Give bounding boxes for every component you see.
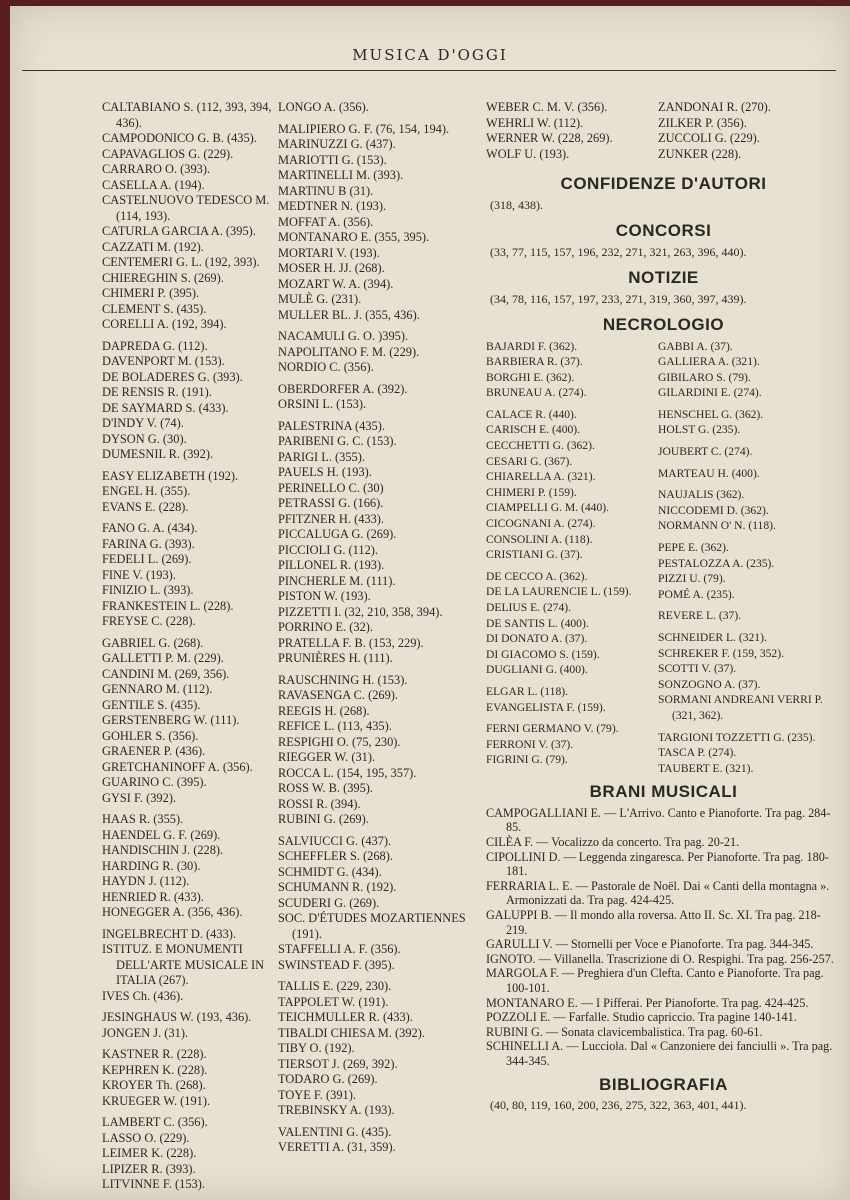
necrologio-entry: DI GIACOMO S. (159). (486, 647, 600, 661)
necrologio-entry: NAUJALIS (362). (658, 488, 745, 502)
index-entry: KEPHREN K. (228). (102, 1062, 208, 1077)
index-entry: TEICHMULLER R. (433). (278, 1010, 413, 1024)
index-entry: JESINGHAUS W. (193, 436). (102, 1010, 252, 1024)
notizie-heading: NOTIZIE (628, 268, 699, 287)
index-entry: KRUEGER W. (191). (102, 1093, 211, 1108)
index-entry: EVANS E. (228). (102, 499, 189, 514)
necrologio-entry: TARGIONI TOZZETTI G. (235). (658, 730, 816, 744)
index-entry: ZILKER P. (356). (658, 115, 747, 130)
index-entry: LONGO A. (356). (278, 100, 369, 114)
index-entry: OBERDORFER A. (392). (278, 381, 408, 396)
bibliografia-refs: (40, 80, 119, 160, 200, 236, 275, 322, 363, 401, 441). (490, 1098, 747, 1113)
index-entry: WEBER C. M. V. (356). (486, 100, 608, 114)
index-entry: RESPIGHI O. (75, 230). (278, 734, 401, 749)
brani-heading: BRANI MUSICALI (589, 782, 738, 802)
necrologio-entry: JOUBERT C. (274). (658, 445, 753, 459)
index-entry: MULLER BL. J. (355, 436). (278, 307, 420, 322)
index-entry: GRETCHANINOFF A. (356). (102, 759, 253, 774)
necrologio-entry: GALLIERA A. (321). (658, 355, 760, 369)
index-entry: DE SAYMARD S. (433). (102, 400, 229, 415)
index-entry: FANO G. A. (434). (102, 521, 198, 535)
index-entry: GOHLER S. (356). (102, 728, 199, 743)
necrologio-entry: HENSCHEL G. (362). (658, 407, 764, 421)
index-entry: CARRARO O. (393). (102, 162, 211, 176)
index-entry: ROSS W. B. (395). (278, 781, 374, 795)
index-entry: SCHUMANN R. (192). (278, 880, 397, 894)
index-entry: GABRIEL G. (268). (102, 635, 204, 650)
index-entry: PICCIOLI G. (112). (278, 542, 379, 557)
index-entry: HENRIED R. (433). (102, 889, 204, 904)
index-entry: CALTABIANO S. (112, 393, 394, 436). (102, 100, 272, 130)
index-entry: SOC. D'ÉTUDES MOZARTIENNES (191). (278, 911, 466, 941)
necrologio-entry: DE SANTIS L. (400). (486, 616, 589, 630)
index-entry: HAYDN J. (112). (102, 874, 190, 888)
necrologio-entry: SCOTTI V. (37). (658, 662, 737, 676)
index-entry: TIERSOT J. (269, 392). (278, 1056, 398, 1071)
brano-entry: MONTANARO E. — I Pifferai. Per Pianoforte. Tra pag. 424-425. (486, 995, 809, 1010)
necrologio-entry: DI DONATO A. (37). (486, 632, 588, 646)
index-entry: TODARO G. (269). (278, 1072, 378, 1086)
index-entry: GERSTENBERG W. (111). (102, 713, 240, 727)
necrologio-entry: SORMANI ANDREANI VERRI P. (321, 362). (658, 693, 823, 722)
index-entry: NAPOLITANO F. M. (229). (278, 344, 420, 359)
index-entry: SCHMIDT G. (434). (278, 864, 382, 879)
necrologio-entry: GIBILARO S. (79). (658, 370, 751, 384)
index-entry: DE RENSIS R. (191). (102, 385, 212, 399)
index-entry: MARTINU B (31). (278, 183, 374, 198)
index-entry: LEIMER K. (228). (102, 1146, 197, 1160)
necrologio-entry: CALACE R. (440). (486, 407, 577, 421)
index-entry: GYSI F. (392). (102, 790, 177, 805)
index-entry: CAZZATI M. (192). (102, 239, 204, 254)
brano-entry: CILÈA F. — Vocalizzo da concerto. Tra pag. 20-21. (486, 835, 740, 850)
page-header: MUSICA D'OGGI (352, 46, 508, 64)
necrologio-entry: CESARI G. (367). (486, 454, 573, 468)
index-entry: TAPPOLET W. (191). (278, 994, 389, 1009)
index-entry: ZUNKER (228). (658, 146, 742, 161)
index-entry: RAVASENGA C. (269). (278, 688, 399, 702)
index-entry: LAMBERT C. (356). (102, 1115, 208, 1129)
index-entry: CHIEREGHIN S. (269). (102, 270, 224, 285)
index-entry: PINCHERLE M. (111). (278, 573, 396, 588)
index-entry: FINE V. (193). (102, 567, 176, 582)
index-entry: TALLIS E. (229, 230). (278, 979, 392, 993)
index-entry: MARINUZZI G. (437). (278, 137, 396, 151)
brano-entry: GARULLI V. — Stornelli per Voce e Pianoforte. Tra pag. 344-345. (486, 937, 814, 952)
index-entry: HAAS R. (355). (102, 812, 184, 826)
index-column-2 (278, 100, 478, 1156)
index-entry: CENTEMERI G. L. (192, 393). (102, 255, 260, 269)
index-entry: PARIGI L. (355). (278, 449, 365, 464)
index-entry: SALVIUCCI G. (437). (278, 833, 392, 848)
index-entry: MOSER H. JJ. (268). (278, 261, 385, 275)
necrologio-entry: FIGRINI G. (79). (486, 753, 568, 767)
index-entry: CANDINI M. (269, 356). (102, 666, 230, 681)
index-entry: RAUSCHNING H. (153). (278, 672, 408, 687)
index-entry: MARIOTTI G. (153). (278, 152, 387, 167)
header-rule (22, 70, 836, 71)
index-entry: FEDELI L. (269). (102, 552, 192, 566)
necrologio-entry: NICCODEMI D. (362). (658, 503, 769, 517)
necrologio-entry: FERRONI V. (37). (486, 737, 574, 751)
index-entry: ROSSI R. (394). (278, 796, 361, 811)
index-entry: ZUCCOLI G. (229). (658, 131, 760, 145)
confidenze-refs: (318, 438). (490, 197, 543, 212)
index-entry: FRANKESTEIN L. (228). (102, 598, 234, 613)
index-entry: GRAENER P. (436). (102, 744, 206, 758)
index-entry: LIPIZER R. (393). (102, 1161, 196, 1176)
necrologio-entry: DE CECCO A. (362). (486, 569, 588, 583)
brano-entry: POZZOLI E. — Farfalle. Studio capriccio. Tra pagine 140-141. (486, 1010, 797, 1025)
entries-z (658, 100, 833, 162)
concorsi-refs: (33, 77, 115, 157, 196, 232, 271, 321, 263, 396, 440). (490, 244, 747, 259)
index-entry: WOLF U. (193). (486, 146, 570, 161)
index-entry: PORRINO E. (32). (278, 620, 373, 634)
necrologio-entry: CHIARELLA A. (321). (486, 470, 596, 484)
necrologio-entry: DELIUS E. (274). (486, 601, 572, 614)
index-entry: CASTELNUOVO TEDESCO M. (114, 193). (102, 193, 270, 223)
brano-entry: CAMPOGALLIANI E. — L'Arrivo. Canto e Pianoforte. Tra pag. 284-85. (486, 805, 831, 835)
index-entry: WEHRLI W. (112). (486, 115, 584, 130)
index-entry: FINIZIO L. (393). (102, 583, 194, 597)
necrologio-entry: CECCHETTI G. (362). (486, 439, 595, 453)
index-entry: TREBINSKY A. (193). (278, 1103, 395, 1117)
entries-w (486, 100, 658, 162)
index-entry: MALIPIERO G. F. (76, 154, 194). (278, 121, 450, 136)
index-entry: KROYER Th. (268). (102, 1078, 206, 1092)
index-entry: LASSO O. (229). (102, 1130, 190, 1145)
brano-entry: RUBINI G. — Sonata clavicembalistica. Tra pag. 60-61. (486, 1024, 763, 1039)
index-entry: CHIMERI P. (395). (102, 286, 200, 300)
necrologio-entry: POMÉ A. (235). (658, 587, 735, 601)
index-entry: HAENDEL G. F. (269). (102, 827, 221, 842)
index-entry: LITVINNE F. (153). (102, 1177, 205, 1191)
necrologio-entry: SCHNEIDER L. (321). (658, 631, 767, 644)
index-entry: HARDING R. (30). (102, 858, 201, 873)
index-entry: KASTNER R. (228). (102, 1047, 207, 1061)
index-entry: PISTON W. (193). (278, 589, 371, 603)
index-entry: MULÈ G. (231). (278, 292, 362, 306)
concorsi-heading: CONCORSI (615, 221, 712, 240)
index-entry: FARINA G. (393). (102, 536, 195, 551)
index-entry: REEGIS H. (268). (278, 703, 370, 718)
index-entry: CORELLI A. (192, 394). (102, 317, 227, 331)
necrologio-entry: PEPE E. (362). (658, 541, 729, 555)
index-entry: MEDTNER N. (193). (278, 199, 387, 213)
index-entry: JONGEN J. (31). (102, 1025, 189, 1040)
necrologio-entry: CHIMERI P. (159). (486, 485, 577, 499)
necrologio-entry: DE LA LAURENCIE L. (159). (486, 585, 632, 599)
index-entry: CAMPODONICO G. B. (435). (102, 131, 257, 145)
index-entry: CLEMENT S. (435). (102, 301, 207, 316)
bibliografia-heading: BIBLIOGRAFIA (599, 1074, 728, 1094)
confidenze-heading: CONFIDENZE D'AUTORI (560, 174, 767, 193)
index-entry: SWINSTEAD F. (395). (278, 957, 395, 972)
index-entry: STAFFELLI A. F. (356). (278, 942, 401, 956)
index-entry: SCHEFFLER S. (268). (278, 849, 393, 863)
necrologio-entry: SCHREKER F. (159, 352). (658, 646, 784, 660)
index-entry: ORSINI L. (153). (278, 397, 367, 411)
index-entry: RUBINI G. (269). (278, 812, 369, 826)
index-entry: PICCALUGA G. (269). (278, 527, 397, 541)
necrologio-entry: GABBI A. (37). (658, 339, 733, 353)
necrologio-entry: MARTEAU H. (400). (658, 466, 760, 480)
necrologio-entry: DUGLIANI G. (400). (486, 663, 588, 677)
necrologio-entry: SONZOGNO A. (37). (658, 677, 761, 691)
index-entry: ISTITUZ. E MONUMENTI DELL'ARTE MUSICALE IN ITALIA (267). (102, 942, 265, 987)
index-entry: TOYE F. (391). (278, 1087, 356, 1102)
index-entry: RIEGGER W. (31). (278, 750, 376, 764)
index-column-3 (486, 100, 841, 1114)
index-entry: TIBALDI CHIESA M. (392). (278, 1025, 425, 1040)
index-entry: PIZZETTI I. (32, 210, 358, 394). (278, 604, 443, 619)
index-entry: REFICE L. (113, 435). (278, 719, 392, 733)
index-entry: PERINELLO C. (30) (278, 480, 384, 495)
index-entry: ZANDONAI R. (270). (658, 100, 771, 114)
necrologio-entry: REVERE L. (37). (658, 609, 742, 623)
index-entry: DAPREDA G. (112). (102, 338, 208, 353)
index-entry: IVES Ch. (436). (102, 988, 184, 1003)
index-entry: DUMESNIL R. (392). (102, 447, 214, 461)
brani-list (486, 806, 841, 1069)
necrologio-list (486, 339, 841, 777)
brano-entry: GALUPPI B. — Il mondo alla roversa. Atto II. Sc. XI. Tra pag. 218-219. (486, 908, 821, 937)
index-page (10, 6, 850, 1200)
brano-entry: CIPOLLINI D. — Leggenda zingaresca. Per Pianoforte. Tra pag. 180-181. (486, 849, 829, 879)
brano-entry: MARGOLA F. — Preghiera d'un Clefta. Canto e Pianoforte. Tra pag. 100-101. (486, 966, 824, 995)
index-entry: MARTINELLI M. (393). (278, 168, 404, 182)
index-entry: DE BOLADERES G. (393). (102, 369, 243, 384)
index-entry: EASY ELIZABETH (192). (102, 468, 239, 483)
index-entry: D'INDY V. (74). (102, 416, 184, 430)
index-entry: MORTARI V. (193). (278, 245, 380, 260)
index-entry: INGELBRECHT D. (433). (102, 926, 236, 941)
brano-entry: SCHINELLI A. — Lucciola. Dal « Canzoniere dei fanciulli ». Tra pag. 344-345. (486, 1039, 833, 1068)
necrologio-entry: EVANGELISTA F. (159). (486, 700, 606, 714)
necrologio-entry: BRUNEAU A. (274). (486, 386, 587, 400)
index-entries-w-z (486, 100, 841, 162)
index-entry: CATURLA GARCIA A. (395). (102, 224, 256, 238)
index-entry: DAVENPORT M. (153). (102, 354, 225, 368)
index-entry: FREYSE C. (228). (102, 614, 196, 628)
index-entry: MONTANARO E. (355, 395). (278, 230, 430, 244)
necrologio-entry: PESTALOZZA A. (235). (658, 556, 775, 570)
necrologio-entry: CICOGNANI A. (274). (486, 517, 596, 531)
necrologio-right (658, 339, 833, 777)
index-entry: PFITZNER H. (433). (278, 511, 385, 526)
index-entry: PRATELLA F. B. (153, 229). (278, 635, 424, 650)
necrologio-entry: BAJARDI F. (362). (486, 339, 578, 353)
index-entry: GENTILE S. (435). (102, 697, 201, 712)
index-entry: WERNER W. (228, 269). (486, 131, 613, 145)
index-entry: VALENTINI G. (435). (278, 1124, 392, 1139)
index-entry: PARIBENI G. C. (153). (278, 434, 397, 448)
necrologio-entry: PIZZI U. (79). (658, 572, 726, 586)
index-entry: NACAMULI G. O. )395). (278, 329, 409, 343)
necrologio-entry: ELGAR L. (118). (486, 684, 568, 698)
necrologio-left (486, 339, 658, 777)
necrologio-entry: FERNI GERMANO V. (79). (486, 722, 619, 736)
index-entry: ROCCA L. (154, 195, 357). (278, 765, 417, 780)
index-entry: PAUELS H. (193). (278, 465, 372, 479)
index-entry: NORDIO C. (356). (278, 360, 374, 374)
necrologio-entry: CARISCH E. (400). (486, 423, 581, 437)
index-entry: PRUNIÈRES H. (111). (278, 651, 393, 665)
index-entry: CAPAVAGLIOS G. (229). (102, 146, 234, 161)
index-entry: MOFFAT A. (356). (278, 214, 374, 229)
index-entry: MOZART W. A. (394). (278, 276, 394, 291)
index-entry: CASELLA A. (194). (102, 177, 205, 192)
necrologio-entry: TASCA P. (274). (658, 746, 737, 760)
necrologio-entry: TAUBERT E. (321). (658, 761, 754, 775)
index-entry: SCUDERI G. (269). (278, 895, 380, 910)
necrologio-entry: HOLST G. (235). (658, 423, 741, 437)
index-entry: TIBY O. (192). (278, 1041, 355, 1055)
index-entry: GALLETTI P. M. (229). (102, 651, 224, 665)
index-column-1 (102, 100, 274, 1193)
necrologio-entry: BORGHI E. (362). (486, 370, 575, 384)
necrologio-entry: GILARDINI E. (274). (658, 386, 762, 400)
index-entry: PALESTRINA (435). (278, 418, 385, 433)
necrologio-entry: CIAMPELLI G. M. (440). (486, 501, 610, 515)
necrologio-entry: NORMANN O' N. (118). (658, 519, 776, 533)
index-entry: GUARINO C. (395). (102, 775, 207, 789)
index-entry: HONEGGER A. (356, 436). (102, 905, 243, 919)
index-entry: HANDISCHIN J. (228). (102, 843, 224, 857)
brano-entry: FERRARIA L. E. — Pastorale de Noël. Dai « Canti della montagna ». Armonizzati da. Tra pag. 424-425. (486, 878, 830, 908)
brano-entry: IGNOTO. — Villanella. Trascrizione di O. Respighi. Tra pag. 256-257. (486, 951, 834, 966)
necrologio-entry: BARBIERA R. (37). (486, 355, 583, 369)
notizie-refs: (34, 78, 116, 157, 197, 233, 271, 319, 360, 397, 439). (490, 291, 747, 306)
index-entry: ENGEL H. (355). (102, 484, 191, 498)
index-entry: DYSON G. (30). (102, 431, 187, 446)
index-entry: PILLONEL R. (193). (278, 558, 385, 572)
necrologio-entry: CRISTIANI G. (37). (486, 548, 583, 562)
index-entry: PETRASSI G. (166). (278, 496, 384, 510)
index-entry: VERETTI A. (31, 359). (278, 1140, 396, 1154)
index-entry: GENNARO M. (112). (102, 682, 213, 696)
necrologio-heading: NECROLOGIO (602, 315, 725, 334)
necrologio-entry: CONSOLINI A. (118). (486, 532, 593, 546)
